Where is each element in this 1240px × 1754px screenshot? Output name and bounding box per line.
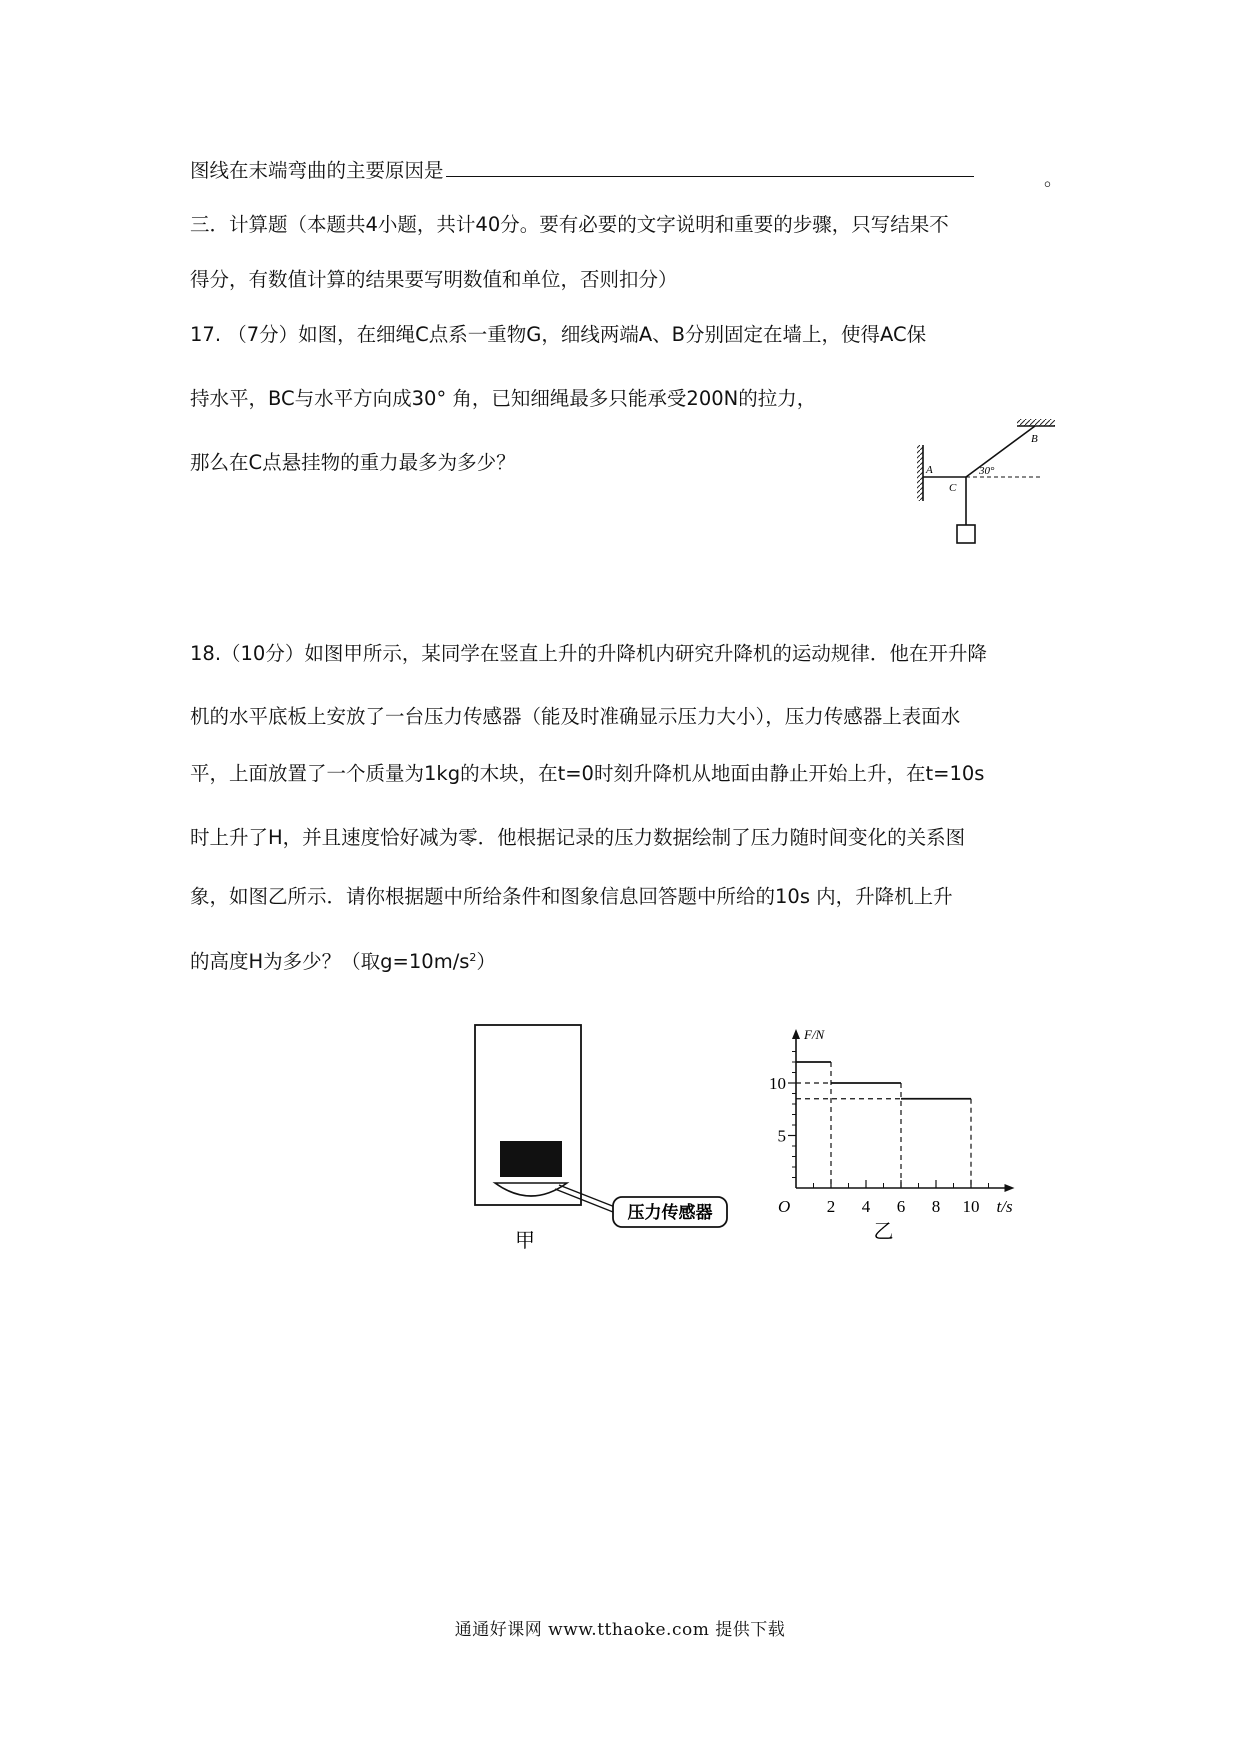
y-tick-label: 10 [769,1074,786,1093]
force-time-chart [750,1015,1040,1245]
question-text: 图线在末端弯曲的主要原因是 [190,159,444,182]
y-axis-arrow [792,1029,800,1039]
chart-caption: 乙 [873,1221,894,1243]
q17-line-1: 17. （7分）如图，在细绳C点系一重物G，细线两端A、B分别固定在墙上，使得AC保 [190,323,927,346]
q17-line-3: 那么在C点悬挂物的重力最多为多少？ [190,451,516,474]
fig-jia-caption: 甲 [515,1230,535,1252]
q18-line-5: 象，如图乙所示．请你根据题中所给条件和图象信息回答题中所给的10s 内，升降机上升 [190,885,953,908]
sensor-label: 压力传感器 [627,1203,713,1222]
x-tick-label: 4 [861,1197,871,1216]
q18-line-3: 平，上面放置了一个质量为1kg的木块，在t=0时刻升降机从地面由静止开始上升，在t=10s [190,762,985,785]
q18-line-2: 机的水平底板上安放了一台压力传感器（能及时准确显示压力大小），压力传感器上表面水 [190,705,961,728]
q18-line-6 [190,945,496,975]
fig-jia-diagram [465,1015,745,1255]
footer-text: 通通好课网 www.tthaoke.com 提供下载 [454,1620,786,1640]
y-tick-label: 5 [777,1126,786,1146]
x-axis-label: t/s [996,1197,1013,1216]
angle-label: 30° [979,465,995,477]
weight-g [957,525,975,543]
period-mark: 。 [1044,168,1064,190]
fig17-diagram [905,415,1075,550]
rope-bc [966,426,1035,477]
q18-line-4: 时上升了H，并且速度恰好减为零．他根据记录的压力数据绘制了压力随时间变化的关系图 [190,826,966,849]
q18-line-6-end: ） [476,950,496,973]
x-tick-label: 2 [826,1197,836,1216]
superscript-2: 2 [469,951,477,964]
y-axis-label: F/N [804,1027,825,1042]
label-a: A [926,464,933,476]
section-heading: 三．计算题（本题共4小题，共计40分。要有必要的文字说明和重要的步骤，只写结果不 [190,213,949,236]
wooden-block [500,1141,562,1177]
q18-line-1: 18.（10分）如图甲所示，某同学在竖直上升的升降机内研究升降机的运动规律．他在开升降 [190,642,987,665]
x-axis-arrow [1005,1184,1015,1192]
x-tick-label: 10 [962,1197,980,1216]
wall-a [917,445,923,501]
answer-blank[interactable] [446,156,974,177]
origin-label: O [778,1197,791,1216]
section-note: 得分，有数值计算的结果要写明数值和单位，否则扣分） [190,268,678,291]
label-b: B [1031,433,1038,445]
ceiling-b [1017,419,1055,426]
elevator-box [475,1025,581,1205]
x-tick-label: 8 [931,1197,941,1216]
x-tick-label: 6 [896,1197,906,1216]
q17-line-2: 持水平，BC与水平方向成30° 角，已知细绳最多只能承受200N的拉力， [190,387,817,410]
q18-line-6-text: 的高度H为多少？（取g=10m/s [190,950,470,973]
fill-blank-question [190,156,974,184]
label-c: C [949,482,957,494]
